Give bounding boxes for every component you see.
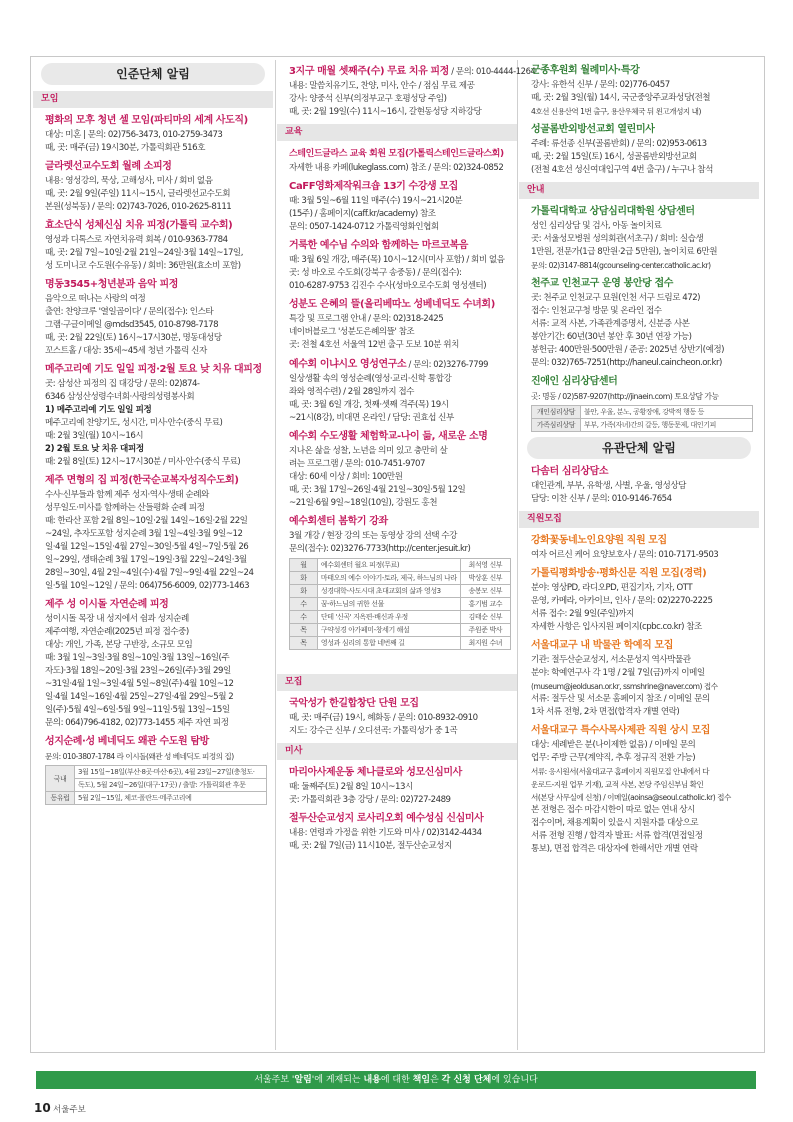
table-cell-course: 영성과 심리의 통합 네번째 길 — [317, 637, 460, 650]
notice-text: 때, 곳: 2월 3일(월) 14시, 국군중앙주교좌성당(전철 — [531, 93, 711, 103]
notice-text: 봉헌금: 400만원·500만원 / 준공: 2025년 상반기(예정) — [531, 345, 724, 355]
notice-text: 대상: 60세 이상 / 회비: 100만원 — [289, 472, 403, 482]
notice-text: 때, 곳: 2월 19일(수) 11시~16시, 갈현동성당 지하강당 — [289, 107, 482, 117]
table-row — [46, 792, 267, 805]
notice-text: 4호선 신용산역 1번 출구, 용산우체국 뒤 왼고개성지 내) — [531, 107, 701, 116]
notice-item — [523, 567, 755, 634]
notice-text: 서류 전형 진행 / 합격자 발표: 서류 합격(면접일정 — [531, 831, 703, 841]
notice-text: 곳: 명동 / 02)587-9207(http://jinaein.com) 토요상담 가능 — [531, 392, 719, 401]
notice-text: 일·4월 12일~15일·4월 27일~30일·5월 4일~7일·5월 26 — [45, 542, 249, 552]
notice-text: 대인관계, 부부, 유학생, 사별, 우울, 영성상담 — [531, 481, 686, 491]
category-bar: 교육 — [277, 124, 517, 141]
notice-title: 글라렛선교수도회 월례 소피정 — [45, 161, 172, 172]
notice-text: 문의: 032)765-7251(http://haneul.caincheon.or.kr) — [531, 358, 722, 368]
notice-text: 지나온 삶을 성찰, 노년을 의미 있고 충만히 살 — [289, 446, 448, 456]
notice-title: 서울대교구 특수사목사제관 직원 상시 모집 — [531, 725, 711, 736]
notice-title: 절두산순교성지 로사리오회 예수성심 신심미사 — [289, 813, 484, 824]
notice-text: 음악으로 떠나는 사랑의 여정 — [45, 294, 146, 304]
notice-item — [37, 114, 269, 155]
table-cell-key: 동유럽 — [46, 792, 75, 805]
notice-text: 강사: 유한석 신부 / 문의: 02)776-0457 — [531, 80, 670, 90]
notice-text: 운영, 카메라, 아카이브, 인사 / 문의: 02)2270-2225 — [531, 596, 713, 606]
notice-text: 곳: 삼성산 피정의 집 대강당 / 문의: 02)874- — [45, 379, 200, 389]
disclaimer-bar — [36, 1071, 756, 1089]
notice-item — [281, 697, 513, 738]
notice-title: CaFF영화제작워크숍 13기 수강생 모집 — [289, 181, 458, 192]
notice-item — [37, 160, 269, 214]
notice-title: 제주 성 이시돌 자연순례 피정 — [45, 599, 169, 610]
table-cell-course: 마태오의 예수 이야기-토라, 제국, 하느님의 나라 — [317, 572, 460, 585]
notice-subtitle: 1) 메주고리예 기도 일일 피정 — [45, 405, 152, 415]
notice-text: 때, 곳: 2월 7일(금) 11시10분, 절두산순교성지 — [289, 841, 452, 851]
table-cell-day: 월 — [290, 559, 318, 572]
notice-text: 자세한 내용 카페(lukeglass.com) 참조 / 문의: 02)324-0852 — [289, 163, 504, 173]
disclaimer-text: '에 게재되는 — [311, 1075, 364, 1085]
table-row — [290, 559, 511, 572]
notice-text: 영성과 디톡스로 자연치유력 회복 / 010-9363-7784 — [45, 235, 228, 245]
notice-text: ~21시(8강), 비대면 온라인 / 담당: 권효섭 신부 — [289, 413, 454, 423]
notice-text: 1만원, 전문가(1급 8만원·2급 5만원), 놀이치료 6만원 — [531, 247, 717, 257]
notice-text: 때: 둘째주(토) 2월 8일 10시~13시 — [289, 782, 413, 792]
notice-text: 여자 어르신 케어 요양보호사 / 문의: 010-7171-9503 — [531, 550, 719, 560]
notice-text: 문의: 064)796-4182, 02)773-1455 제주 자연 피정 — [45, 718, 229, 728]
notice-title: 진애인 심리상담센터 — [531, 376, 618, 387]
notice-text: 때, 곳: 3월 6일 개강, 첫째·셋째 격주(목) 19시 — [289, 400, 449, 410]
notice-text: 일·4월 14일~16일·4월 25일~27일·4월 29일~5월 2 — [45, 692, 234, 702]
pilgrimage-table — [45, 765, 267, 805]
notice-phone: / 문의: 02)3276-7799 — [406, 359, 489, 369]
table-cell: 3월 15일~18일(부산·8곳·마산·6곳), 4월 23일~27일(충청도· — [75, 766, 267, 779]
notice-text: 서류: 교적 사본, 가족관계증명서, 신분증 사본 — [531, 319, 690, 329]
notice-text: 성 도미니코 수도원(수유동) / 회비: 36만원(효소비 포함) — [45, 261, 241, 271]
table-cell-lecturer: 최지원 수녀 — [460, 637, 510, 650]
table-cell-day: 화 — [290, 572, 318, 585]
notice-title: 평화의 모후 청년 셀 모임(파티마의 세계 사도직) — [45, 115, 248, 126]
notice-text: 때, 곳: 3월 17일~26일·4월 21일~30일·5월 12일 — [289, 485, 466, 495]
table-row — [290, 611, 511, 624]
notice-title: 예수회센터 봄학기 강좌 — [289, 516, 388, 527]
notice-text: 특강 및 프로그램 안내 / 문의: 02)318-2425 — [289, 314, 444, 324]
disclaimer-text: 각 신청 단체 — [441, 1075, 492, 1085]
notice-item — [523, 123, 755, 177]
notice-text: 자세한 사항은 입사지원 페이지(cpbc.co.kr) 참조 — [531, 622, 702, 632]
table-cell-course: 예수회센터 월요 피정(무료) — [317, 559, 460, 572]
notice-item — [523, 375, 755, 432]
category-bar: 미사 — [277, 743, 517, 760]
column-divider — [275, 60, 276, 1050]
notice-text: 문의(접수): 02)3276-7733(http://center.jesuit.kr) — [289, 544, 471, 554]
notice-item — [281, 239, 513, 293]
notice-text: 네이버블로그 '성분도은혜의뜰' 참조 — [289, 327, 415, 337]
notice-text: 곳: 서울성모병원 성의회관(서초구) / 회비: 실습생 — [531, 234, 704, 244]
notice-text: 때, 곳: 매주(금) 19시, 혜화동 / 문의: 010-8932-0910 — [289, 713, 478, 723]
notice-text: 28일~30일, 4월 2일~4일(수)·4월 7일~9일·4월 22일~24 — [45, 568, 254, 578]
table-row — [290, 598, 511, 611]
notice-text: 3월 개강 / 현장 강의 또는 동영상 강의 선택 수강 — [289, 531, 457, 541]
notice-item — [281, 357, 513, 425]
notice-text: ~24일, 추자도포함 성지순례 3월 1일~4일·3월 9일~12 — [45, 529, 243, 539]
table-cell-lecturer: 김태순 신부 — [460, 611, 510, 624]
notice-text: 대상: 미혼 | 문의: 02)756-3473, 010-2759-3473 — [45, 130, 223, 140]
table-row — [290, 585, 511, 598]
table-cell-key: 국내 — [46, 766, 75, 792]
table-cell: 부부, 가족(자녀)간의 갈등, 행동문제, 대인기피 — [581, 419, 753, 432]
table-cell-lecturer: 주원준 박사 — [460, 624, 510, 637]
notice-text: (전철 4호선 성신여대입구역 4번 출구) / 누구나 참석 — [531, 165, 713, 175]
column-3 — [523, 60, 755, 1050]
category-bar: 모임 — [33, 91, 273, 108]
notice-item — [37, 363, 269, 469]
notice-title: 다솜터 심리상담소 — [531, 466, 609, 477]
notice-text: 때, 곳: 매주(금) 19시30분, 가톨릭회관 516호 — [45, 143, 205, 153]
disclaimer-text: 서울주보 ' — [254, 1075, 295, 1085]
section-header: 유관단체 알림 — [527, 437, 751, 459]
table-row — [290, 572, 511, 585]
notice-text: 제주여행, 자연순례(2025년 피정 접수중) — [45, 627, 189, 637]
category-bar: 안내 — [519, 182, 759, 199]
notice-text: 때, 곳: 2월 15일(토) 16시, 성골롬반외방선교회 — [531, 152, 697, 162]
notice-text: 수사·신부들과 함께 제주 성지·역사·생태 순례와 — [45, 490, 209, 500]
notice-text: 내용: 말씀치유기도, 찬양, 미사, 안수 / 점심 무료 제공 — [289, 81, 475, 91]
notice-text: 업무: 주방 근무(계약직, 추후 정규직 전환 가능) — [531, 753, 696, 763]
notice-text: 문의: 0507-1424-0712 가톨릭영화인협회 — [289, 222, 439, 232]
notice-text: 성무일도·미사를 함께하는 산들평화 순례 피정 — [45, 503, 205, 513]
notice-item — [523, 277, 755, 370]
table-cell-day: 목 — [290, 637, 318, 650]
notice-text: 본 전형은 접수 마감시한이 따로 없는 연내 상시 — [531, 805, 695, 815]
table-cell-lecturer: 송봉모 신부 — [460, 585, 510, 598]
notice-text: 문의: 010-3807-1784 라 이시돌(왜관 성 베네딕도 피정의 집) — [45, 752, 234, 761]
notice-title: 가톨릭평화방송·평화신문 직원 모집(경력) — [531, 568, 707, 579]
notice-text: 메주고리예 찬양기도, 성시간, 미사·안수(중식 무료) — [45, 418, 223, 428]
notice-subtitle: 2) 2월 토요 낮 치유 대피정 — [45, 444, 144, 454]
table-cell-course: 성경대학-사도시대 초대교회의 삶과 영성3 — [317, 585, 460, 598]
course-table — [289, 558, 511, 650]
notice-text: 서류: 응시원서(서울대교구 홈페이지 직원모집 안내에서 다 — [531, 767, 710, 776]
table-cell-day: 화 — [290, 585, 318, 598]
notice-text: 일상생활 속의 영성순례(영성·교리·신학 통합강 — [289, 374, 452, 384]
notice-text: 때, 곳: 2월 7일~10일·2월 21일~24일·3월 14일~17일, — [45, 248, 243, 258]
notice-text: 일~29일, 생태순례 3월 17일~19일·3월 22일~24일·3월 — [45, 555, 247, 565]
notice-text: 서(본당 사무실에 신청) / 이메일(aoinsa@seoul.catholic.kr) 접수 — [531, 793, 731, 802]
notice-text: 기관: 절두산순교성지, 서소문성지 역사박물관 — [531, 655, 691, 665]
table-cell-day: 목 — [290, 624, 318, 637]
notice-text: 때, 곳: 2월 22일(토) 16시~17시30분, 명동대성당 — [45, 333, 222, 343]
notice-item — [523, 639, 755, 719]
category-bar: 모집 — [277, 674, 517, 691]
notice-item — [523, 724, 755, 856]
notice-item — [281, 180, 513, 234]
disclaimer-text: 책임 — [412, 1075, 431, 1085]
notice-text: ~31일·4월 1일~3일·4월 5일~8일(주)·4월 10일~12 — [45, 679, 234, 689]
notice-text: 곳: 전철 4호선 서울역 12번 출구 도보 10분 위치 — [289, 340, 459, 350]
notice-text: 성이시돌 목장 내 성지에서 쉼과 성지순례 — [45, 614, 189, 624]
table-cell: 독도), 5월 24일~26일(대구·17곳) / 출발: 가톨릭회관 후문 — [75, 779, 267, 792]
notice-text: (15주) / 홈페이지(caff.kr/academy) 참조 — [289, 209, 436, 219]
table-cell-lecturer: 박상훈 신부 — [460, 572, 510, 585]
table-cell: 5월 2일~15일, 체코·폴란드·메주고리예 — [75, 792, 267, 805]
notice-title: 성지순례·성 베네딕도 왜관 수도원 탐방 — [45, 736, 209, 747]
notice-item — [523, 205, 755, 272]
notice-title — [289, 64, 536, 79]
notice-item — [37, 219, 269, 273]
notice-text: 접수이며, 채용계획이 있을시 지원자를 대상으로 — [531, 818, 699, 828]
table-cell-course: 단테 '신곡' 지옥편-배신과 우정 — [317, 611, 460, 624]
publication-name: 서울주보 — [53, 1105, 86, 1115]
notice-text: 통보), 면접 합격은 대상자에 한해서만 개별 연락 — [531, 844, 698, 854]
table-cell-course: 꿈-하느님의 귀한 선물 — [317, 598, 460, 611]
page-number: 10 — [34, 1101, 51, 1115]
table-row — [46, 766, 267, 779]
notice-title: 스테인드글라스 교육 회원 모집(가톨릭스테인드글라스회) — [289, 149, 504, 159]
notice-text: 때, 곳: 2월 9일(주일) 11시~15시, 글라렛선교수도회 — [45, 189, 231, 199]
notice-title-text: 예수회 이냐시오 영성연구소 — [289, 359, 407, 370]
notice-item — [523, 64, 755, 118]
notice-title: 효소단식 성체신심 치유 피정(가톨릭 교수회) — [45, 220, 233, 231]
notice-text: ~21일·6월 9일~18일(10일), 강원도 홍천 — [289, 498, 438, 508]
notice-text: 때: 3월 6일 개강, 매주(목) 10시~12시(미사 포함) / 회비 없음 — [289, 255, 505, 265]
notice-text: 성인 심리상담 및 검사, 아동 놀이치료 — [531, 221, 662, 231]
table-row — [532, 406, 753, 419]
notice-text: 강사: 양중석 신부(의정부교구 호평성당 주임) — [289, 94, 447, 104]
disclaimer-text: 내용 — [363, 1075, 381, 1085]
table-cell-day: 수 — [290, 598, 318, 611]
notice-title: 성분도 은혜의 뜰(올리베따노 성베네딕도 수녀회) — [289, 299, 495, 310]
notice-text: 서류: 절두산 및 서소문 홈페이지 참조 / 이메일 문의 — [531, 694, 710, 704]
notice-item — [37, 735, 269, 805]
section-header: 인준단체 알림 — [41, 63, 265, 85]
notice-text: 대상: 세례받은 분(나이제한 없음) / 이메일 문의 — [531, 740, 696, 750]
notice-text: 010-6287-9753 김진수 수사(성바오로수도회 영성센터) — [289, 281, 487, 291]
notice-title: 국악성가 한길합창단 단원 모집 — [289, 698, 419, 709]
notice-text: 내용: 연령과 가정을 위한 기도와 미사 / 02)3142-4434 — [289, 828, 482, 838]
table-cell: 불안, 우울, 분노, 공황장애, 강박적 행동 등 — [581, 406, 753, 419]
notice-text: 봉안기간: 60년(30년 봉안 후 30년 연장 가능) — [531, 332, 692, 342]
notice-text: 때: 3월 1일~3일·3월 8일~10일·3월 13일~16일(주 — [45, 653, 230, 663]
counseling-table — [531, 405, 753, 432]
notice-text: 좌와 영적수련) / 2월 28일까지 접수 — [289, 387, 414, 397]
notice-text: 때: 한라산 포함 2월 8일~10일·2월 14일~16일·2월 22일 — [45, 516, 248, 526]
column-divider — [517, 60, 518, 1050]
notice-title: 제주 면형의 집 피정(한국순교복자성직수도회) — [45, 475, 239, 486]
table-cell-lecturer: 홍기범 교수 — [460, 598, 510, 611]
table-row — [290, 624, 511, 637]
notice-text: 본원(성북동) / 문의: 02)743-7026, 010-2625-8111 — [45, 202, 232, 212]
notice-text: 그램·구글이메일 @mdsd3545, 010-8798-7178 — [45, 320, 219, 330]
disclaimer-text: 은 — [430, 1075, 442, 1085]
notice-text: 꼬스트홀 / 대상: 35세~45세 청년 가톨릭 신자 — [45, 346, 207, 356]
notice-text: 일·5월 10일~12일 / 문의: 064)756-6009, 02)773-1463 — [45, 581, 250, 591]
notice-title: 천주교 인천교구 운영 봉안당 접수 — [531, 278, 673, 289]
notice-item — [281, 298, 513, 352]
category-bar: 직원모집 — [519, 511, 759, 528]
notice-item — [281, 430, 513, 510]
notice-item — [523, 534, 755, 562]
notice-text: 출연: 찬양크루 '열일곱이다' / 문의(접수): 인스타 — [45, 307, 214, 317]
table-cell-day: 수 — [290, 611, 318, 624]
notice-item — [281, 812, 513, 853]
notice-text: 문의: 02)3147-8814(gcounseling-center.catholic.ac.kr) — [531, 261, 711, 270]
notice-text: 때: 3월 5일~6월 11일 매주(수) 19시~21시20분 — [289, 196, 463, 206]
table-cell-lecturer: 최석영 신부 — [460, 559, 510, 572]
notice-text: 때: 2월 3일(월) 10시~16시 — [45, 431, 144, 441]
notice-item — [523, 465, 755, 506]
notice-text: 자도)·3월 18일~20일·3월 23일~26일(주)·3월 29일 — [45, 666, 231, 676]
notice-text: 려는 프로그램 / 문의: 010-7451-9707 — [289, 459, 425, 469]
table-cell-key: 가족심리상담 — [532, 419, 581, 432]
notice-title: 마리아사제운동 체나클로와 성모신심미사 — [289, 767, 462, 778]
notice-text: 1차 서류 전형, 2차 면접(합격자 개별 연락) — [531, 707, 680, 717]
notice-title: 예수회 수도생활 체험학교-나이 듦, 새로운 소명 — [289, 431, 488, 442]
notice-text: 분야: 학예연구사 각 1명 / 2월 7일(금)까지 이메일 — [531, 668, 705, 678]
notice-text: 내용: 영성강의, 묵상, 고해성사, 미사 / 회비 없음 — [45, 176, 213, 186]
notice-item — [37, 474, 269, 593]
notice-text: 때: 2월 8일(토) 12시~17시30분 / 미사·안수(중식 무료) — [45, 457, 241, 467]
table-row — [290, 637, 511, 650]
notice-text: 주례: 류선종 신부(골롬반회) / 문의: 02)953-0613 — [531, 139, 707, 149]
notice-text: 서류 접수: 2월 9일(주일)까지 — [531, 609, 634, 619]
disclaimer-text: 에 대한 — [380, 1075, 413, 1085]
notice-item — [37, 278, 269, 358]
notice-item — [281, 64, 536, 119]
notice-text: 접수: 인천교구청 방문 및 온라인 접수 — [531, 306, 662, 316]
notice-text: 곳: 성 바오로 수도회(강북구 송중동) / 문의(접수): — [289, 268, 462, 278]
notice-title: 성골롬반외방선교회 열린미사 — [531, 124, 655, 135]
column-1 — [37, 60, 269, 1050]
table-row — [46, 779, 267, 792]
notice-title: 강화꽃동네노인요양원 직원 모집 — [531, 535, 667, 546]
column-2 — [281, 60, 536, 1050]
notice-text: 일(주)·5월 4일~6일·5월 9일~11일·5월 13일~15일 — [45, 705, 230, 715]
table-row — [532, 419, 753, 432]
notice-item — [281, 515, 513, 650]
notice-text: (museum@jeoldusan.or.kr, ssmshrine@naver.com) 접수 — [531, 682, 718, 691]
notice-title-text: 3지구 매월 셋째주(수) 무료 치유 피정 — [289, 66, 449, 77]
disclaimer-text: 알림 — [294, 1075, 312, 1085]
notice-item — [281, 147, 513, 175]
notice-title: 서울대교구 내 박물관 학예직 모집 — [531, 640, 673, 651]
notice-item — [281, 766, 513, 807]
notice-text: 운로드-지원 업무 기재), 교적 사본, 본당 주임신부님 확인 — [531, 780, 704, 789]
notice-text: 곳: 가톨릭회관 3층 강당 / 문의: 02)727-2489 — [289, 795, 451, 805]
notice-title: 거룩한 예수님 수의와 함께하는 마르코복음 — [289, 240, 469, 251]
disclaimer-text: 에 있습니다 — [491, 1075, 538, 1085]
notice-text: 대상: 개인, 가족, 본당 구반장, 소규모 모임 — [45, 640, 193, 650]
notice-title: 메주고리예 기도 일일 피정·2월 토요 낮 치유 대피정 — [45, 364, 262, 375]
notice-text: 지도: 강수근 신부 / 오디션곡: 가톨릭성가 중 1곡 — [289, 726, 458, 736]
notice-text: 6346 삼성산성령수녀회·사랑의성령봉사회 — [45, 392, 195, 402]
table-cell-key: 개인심리상담 — [532, 406, 581, 419]
notice-title: 군종후원회 월례미사·특강 — [531, 65, 640, 76]
notice-phone: / 문의: 010-4444-1264 — [448, 66, 536, 76]
notice-title — [289, 357, 511, 372]
notice-item — [37, 598, 269, 730]
notice-text: 담당: 이찬 신부 / 문의: 010-9146-7654 — [531, 494, 672, 504]
notice-text: 분야: 영상PD, 라디오PD, 편집기자, 기자, OTT — [531, 583, 693, 593]
notice-title: 명동3545+청년분과 음악 피정 — [45, 279, 178, 290]
table-cell-course: 구약성경 아가페미-창세기 해설 — [317, 624, 460, 637]
notice-text: 곳: 천주교 인천교구 묘원(인천 서구 드림로 472) — [531, 293, 701, 303]
notice-title: 가톨릭대학교 상담심리대학원 상담센터 — [531, 206, 695, 217]
